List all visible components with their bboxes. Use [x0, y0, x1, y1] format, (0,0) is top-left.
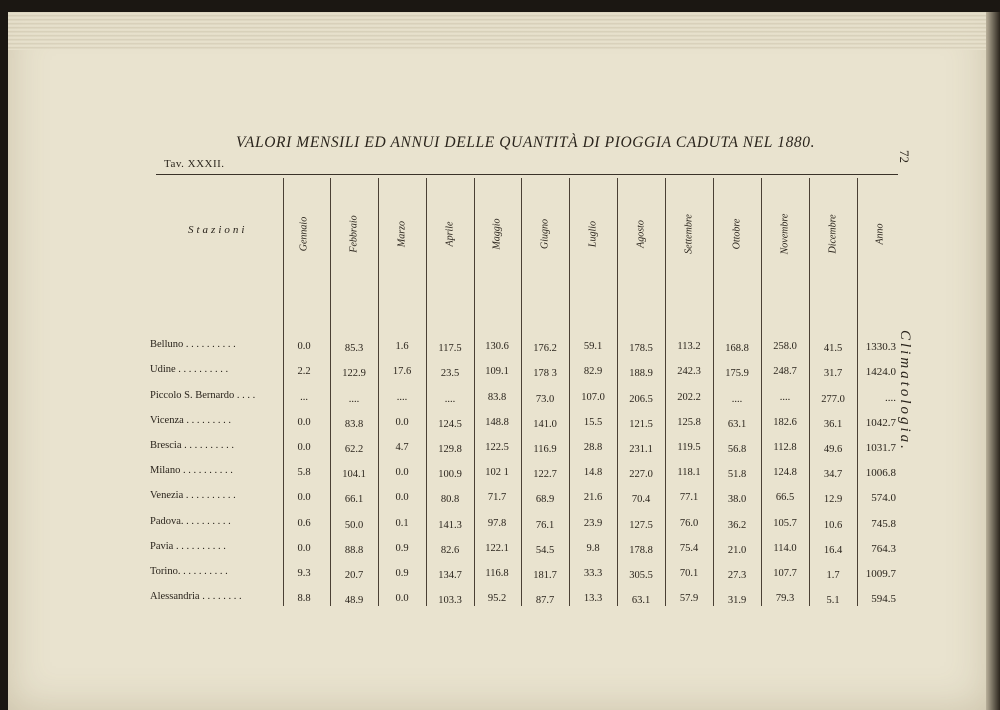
column-header-label: Settembre	[683, 214, 695, 254]
table-cell: 100.9	[438, 469, 462, 480]
table-cell: 124.8	[773, 467, 797, 478]
station-name: Torino. . . . . . . . . .	[150, 566, 228, 577]
table-cell: 168.8	[725, 343, 749, 354]
table-cell: 54.5	[535, 545, 555, 556]
column-header-label: Gennaio	[298, 216, 310, 252]
page-number: 72	[897, 150, 912, 163]
table-cell: 1031.7	[865, 442, 896, 454]
table-cell: 112.8	[773, 442, 797, 453]
table-cell: 305.5	[629, 570, 653, 581]
station-name: Piccolo S. Bernardo . . . .	[150, 390, 256, 401]
table-cell: 0.0	[297, 543, 311, 554]
table-cell: 16.4	[823, 545, 843, 556]
station-name: Alessandria . . . . . . . .	[150, 591, 242, 602]
table-cell: 0.9	[395, 543, 409, 554]
table-cell: 63.1	[631, 595, 651, 606]
table-cell: 0.1	[395, 518, 409, 529]
table-cell: 122.9	[342, 368, 366, 379]
station-name: Udine . . . . . . . . . .	[150, 364, 229, 375]
table-cell: 36.2	[727, 520, 747, 531]
table-cell: 117.5	[438, 343, 462, 354]
table-cell: 62.2	[344, 444, 364, 455]
table-cell: 188.9	[629, 368, 653, 379]
table-cell: 277.0	[821, 394, 845, 405]
station-name: Vicenza . . . . . . . . .	[150, 415, 232, 426]
table-cell: 118.1	[677, 467, 701, 478]
table-cell: 129.8	[438, 444, 462, 455]
header-rule	[156, 174, 898, 175]
table-cell: 70.1	[679, 568, 699, 579]
table-cell: 114.0	[773, 543, 797, 554]
table-cell: 121.5	[629, 419, 653, 430]
table-cell: 31.9	[727, 595, 747, 606]
table-cell: 116.8	[485, 568, 509, 579]
column-header-label: Febbraio	[348, 215, 360, 253]
station-name: Brescia . . . . . . . . . .	[150, 440, 234, 451]
table-cell: 0.0	[297, 442, 311, 453]
table-cell: 109.1	[485, 366, 509, 377]
column-divider	[426, 178, 427, 606]
table-cell: 178.5	[629, 343, 653, 354]
table-cell: 31.7	[823, 368, 843, 379]
table-cell: 104.1	[342, 469, 366, 480]
table-cell: 87.7	[535, 595, 555, 606]
table-cell: 122.5	[485, 442, 509, 453]
table-cell: 33.3	[583, 568, 603, 579]
table-cell: 28.8	[583, 442, 603, 453]
table-cell: 178 3	[533, 368, 557, 379]
table-cell: 77.1	[679, 492, 699, 503]
table-cell: 0.0	[297, 417, 311, 428]
table-cell: 175.9	[725, 368, 749, 379]
table-cell: 97.8	[487, 518, 507, 529]
table-cell: ....	[396, 392, 408, 403]
table-cell: 181.7	[533, 570, 557, 581]
table-cell: 0.0	[395, 417, 409, 428]
table-cell: 206.5	[629, 394, 653, 405]
table-cell: 10.6	[823, 520, 843, 531]
table-cell: 21.0	[727, 545, 747, 556]
station-name: Belluno . . . . . . . . . .	[150, 339, 236, 350]
table-cell: 764.3	[871, 543, 896, 555]
table-cell: 1.6	[395, 341, 409, 352]
column-divider	[569, 178, 570, 606]
table-cell: 141.3	[438, 520, 462, 531]
table-cell: 1042.7	[865, 417, 896, 429]
table-cell: 49.6	[823, 444, 843, 455]
table-cell: 38.0	[727, 494, 747, 505]
table-cell: 107.7	[773, 568, 797, 579]
table-cell: 15.5	[583, 417, 603, 428]
column-divider	[617, 178, 618, 606]
table-cell: 79.3	[775, 593, 795, 604]
table-cell: 66.1	[344, 494, 364, 505]
table-cell: 9.8	[586, 543, 600, 554]
column-divider	[665, 178, 666, 606]
table-cell: 125.8	[677, 417, 701, 428]
table-cell: 88.8	[344, 545, 364, 556]
table-cell: 57.9	[679, 593, 699, 604]
table-cell: 83.8	[487, 392, 507, 403]
table-cell: 83.8	[344, 419, 364, 430]
column-header-label: Maggio	[491, 218, 503, 250]
table-cell: 41.5	[823, 343, 843, 354]
column-divider	[330, 178, 331, 606]
column-header-label: Ottobre	[731, 218, 743, 250]
table-cell: 0.0	[395, 593, 409, 604]
table-cell: 124.5	[438, 419, 462, 430]
table-cell: 182.6	[773, 417, 797, 428]
table-cell: 27.3	[727, 570, 747, 581]
table-cell: 258.0	[773, 341, 797, 352]
table-cell: 82.6	[440, 545, 460, 556]
table-cell: 130.6	[485, 341, 509, 352]
table-cell: 51.8	[727, 469, 747, 480]
table-cell: 13.3	[583, 593, 603, 604]
table-cell: ....	[779, 392, 791, 403]
column-header-label: Marzo	[396, 220, 408, 248]
table-cell: 103.3	[438, 595, 462, 606]
table-cell: 50.0	[344, 520, 364, 531]
station-name: Milano . . . . . . . . . .	[150, 465, 233, 476]
column-header-label: Luglio	[587, 220, 599, 248]
column-header-label: Anno	[874, 223, 886, 245]
binding-shadow	[986, 12, 1000, 710]
table-cell: 113.2	[677, 341, 701, 352]
column-header-label: Giugno	[539, 219, 551, 249]
table-cell: 4.7	[395, 442, 409, 453]
table-cell: 14.8	[583, 467, 603, 478]
column-divider	[713, 178, 714, 606]
column-header-label: Novembre	[779, 213, 791, 255]
stazioni-header: Stazioni	[188, 224, 248, 236]
table-cell: 1006.8	[865, 467, 896, 479]
table-cell: 102 1	[485, 467, 509, 478]
table-cell: ...	[300, 392, 308, 403]
table-cell: 0.6	[297, 518, 311, 529]
column-header-label: Dicembre	[827, 214, 839, 254]
table-cell: 1009.7	[865, 568, 896, 580]
page-stack-edge	[8, 12, 988, 50]
table-cell: 34.7	[823, 469, 843, 480]
table-cell: 63.1	[727, 419, 747, 430]
table-cell: 105.7	[773, 518, 797, 529]
table-cell: 0.0	[297, 341, 311, 352]
table-cell: 122.1	[485, 543, 509, 554]
page-title: VALORI MENSILI ED ANNUI DELLE QUANTITÀ DI PIOGGIA CADUTA NEL 1880.	[236, 134, 816, 151]
table-cell: 231.1	[629, 444, 653, 455]
table-cell: 1.7	[826, 570, 840, 581]
table-cell: 5.1	[826, 595, 840, 606]
table-cell: 5.8	[297, 467, 311, 478]
table-cell: 85.3	[344, 343, 364, 354]
table-cell: 0.0	[297, 492, 311, 503]
table-cell: 23.5	[440, 368, 460, 379]
table-cell: 76.1	[535, 520, 555, 531]
table-cell: 0.9	[395, 568, 409, 579]
column-divider	[761, 178, 762, 606]
table-cell: 8.8	[297, 593, 311, 604]
table-cell: 242.3	[677, 366, 701, 377]
table-cell: 127.5	[629, 520, 653, 531]
table-cell: 202.2	[677, 392, 701, 403]
column-divider	[378, 178, 379, 606]
table-cell: 141.0	[533, 419, 557, 430]
table-cell: 71.7	[487, 492, 507, 503]
table-cell: 248.7	[773, 366, 797, 377]
table-cell: 134.7	[438, 570, 462, 581]
station-name: Venezia . . . . . . . . . .	[150, 490, 236, 501]
table-cell: 17.6	[392, 366, 412, 377]
table-cell: 23.9	[583, 518, 603, 529]
table-cell: ....	[444, 394, 456, 405]
table-cell: 116.9	[533, 444, 557, 455]
table-cell: 227.0	[629, 469, 653, 480]
column-header-label: Agosto	[635, 220, 647, 248]
table-cell: 176.2	[533, 343, 557, 354]
table-cell: 95.2	[487, 593, 507, 604]
table-cell: 119.5	[677, 442, 701, 453]
table-cell: 107.0	[581, 392, 605, 403]
side-heading: Climatologia.	[897, 330, 913, 452]
table-cell: ....	[885, 392, 896, 404]
table-cell: 122.7	[533, 469, 557, 480]
table-cell: 48.9	[344, 595, 364, 606]
table-cell: 1330.3	[865, 341, 896, 353]
column-header-label: Aprile	[444, 221, 456, 247]
column-divider	[809, 178, 810, 606]
table-cell: 12.9	[823, 494, 843, 505]
table-cell: 59.1	[583, 341, 603, 352]
table-cell: 56.8	[727, 444, 747, 455]
table-cell: ....	[348, 394, 360, 405]
table-cell: 68.9	[535, 494, 555, 505]
table-cell: 70.4	[631, 494, 651, 505]
column-divider	[521, 178, 522, 606]
table-cell: 178.8	[629, 545, 653, 556]
table-cell: 745.8	[871, 518, 896, 530]
station-name: Padova. . . . . . . . . .	[150, 516, 231, 527]
table-label: Tav. XXXII.	[164, 158, 225, 170]
table-cell: 148.8	[485, 417, 509, 428]
table-cell: 80.8	[440, 494, 460, 505]
table-cell: 73.0	[535, 394, 555, 405]
table-cell: 66.5	[775, 492, 795, 503]
table-cell: 1424.0	[865, 366, 896, 378]
table-cell: 0.0	[395, 467, 409, 478]
table-cell: 2.2	[297, 366, 311, 377]
station-name: Pavia . . . . . . . . . .	[150, 541, 226, 552]
table-cell: 0.0	[395, 492, 409, 503]
table-cell: ....	[731, 394, 743, 405]
table-cell: 76.0	[679, 518, 699, 529]
table-cell: 9.3	[297, 568, 311, 579]
table-cell: 21.6	[583, 492, 603, 503]
table-cell: 20.7	[344, 570, 364, 581]
table-cell: 75.4	[679, 543, 699, 554]
table-cell: 574.0	[871, 492, 896, 504]
table-cell: 82.9	[583, 366, 603, 377]
table-cell: 594.5	[871, 593, 896, 605]
table-cell: 36.1	[823, 419, 843, 430]
